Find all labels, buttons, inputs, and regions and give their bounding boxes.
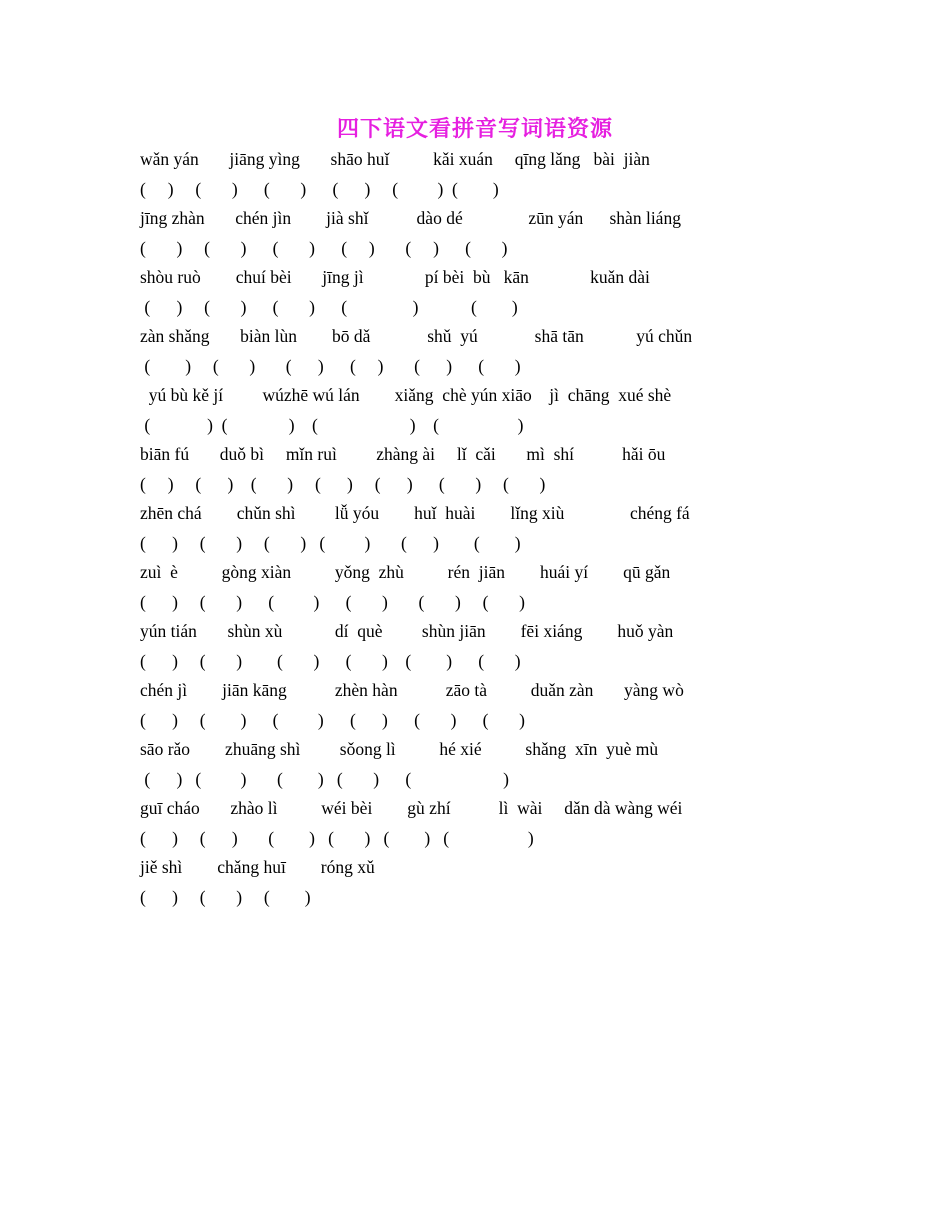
pinyin-line: chén jì jiān kāng zhèn hàn zāo tà duǎn zàn yàng wò — [140, 680, 684, 700]
answer-blank-line: ( ) ( ) ( ) ( ) ( ) ( ) — [140, 592, 525, 612]
pinyin-line: jiě shì chǎng huī róng xǔ — [140, 857, 375, 877]
pinyin-line: yú bù kě jí wúzhē wú lán xiǎng chè yún xiāo jì chāng xué shè — [140, 385, 672, 405]
answer-blank-line: ( ) ( ) ( ) ( ) ( ) ( ) — [140, 828, 534, 848]
answer-blank-line: ( ) ( ) ( ) ( ) ( ) — [140, 297, 518, 317]
pinyin-line: zuì è gòng xiàn yǒng zhù rén jiān huái yí qū gǎn — [140, 562, 671, 582]
answer-blank-line: ( ) ( ) ( ) ( ) ( ) ( ) — [140, 533, 521, 553]
answer-blank-line: ( ) ( ) ( ) ( ) — [140, 415, 524, 435]
pinyin-line: zàn shǎng biàn lùn bō dǎ shǔ yú shā tān yú chǔn — [140, 326, 693, 346]
answer-blank-line: ( ) ( ) ( ) ( ) ( ) ( ) — [140, 710, 525, 730]
pinyin-line: wǎn yán jiāng yìng shāo huǐ kǎi xuán qīng lǎng bài jiàn — [140, 149, 650, 169]
answer-blank-line: ( ) ( ) ( ) ( ) ( ) ( ) — [140, 356, 521, 376]
answer-blank-line: ( ) ( ) ( ) ( ) ( ) ( ) — [140, 238, 508, 258]
pinyin-line: jīng zhàn chén jìn jià shǐ dào dé zūn yán shàn liáng — [140, 208, 681, 228]
answer-blank-line: ( ) ( ) ( ) — [140, 887, 311, 907]
pinyin-line: yún tián shùn xù dí què shùn jiān fēi xiáng huǒ yàn — [140, 621, 674, 641]
pinyin-line: zhēn chá chǔn shì lǚ yóu huǐ huài lǐng xiù chéng fá — [140, 503, 690, 523]
answer-blank-line: ( ) ( ) ( ) ( ) ( ) ( ) — [140, 179, 499, 199]
pinyin-line: shòu ruò chuí bèi jīng jì pí bèi bù kān kuǎn dài — [140, 267, 650, 287]
document-title: 四下语文看拼音写词语资源 — [336, 117, 613, 142]
pinyin-line: biān fú duǒ bì mǐn ruì zhàng ài lǐ cǎi mì shí hǎi ōu — [140, 444, 666, 464]
answer-blank-line: ( ) ( ) ( ) ( ) ( ) ( ) ( ) — [140, 474, 546, 494]
answer-blank-line: ( ) ( ) ( ) ( ) ( ) — [140, 769, 509, 789]
pinyin-line: guī cháo zhào lì wéi bèi gù zhí lì wài dǎn dà wàng wéi — [140, 798, 683, 818]
answer-blank-line: ( ) ( ) ( ) ( ) ( ) ( ) — [140, 651, 521, 671]
pinyin-line: sāo rǎo zhuāng shì sǒong lì hé xié shǎng xīn yuè mù — [140, 739, 659, 759]
